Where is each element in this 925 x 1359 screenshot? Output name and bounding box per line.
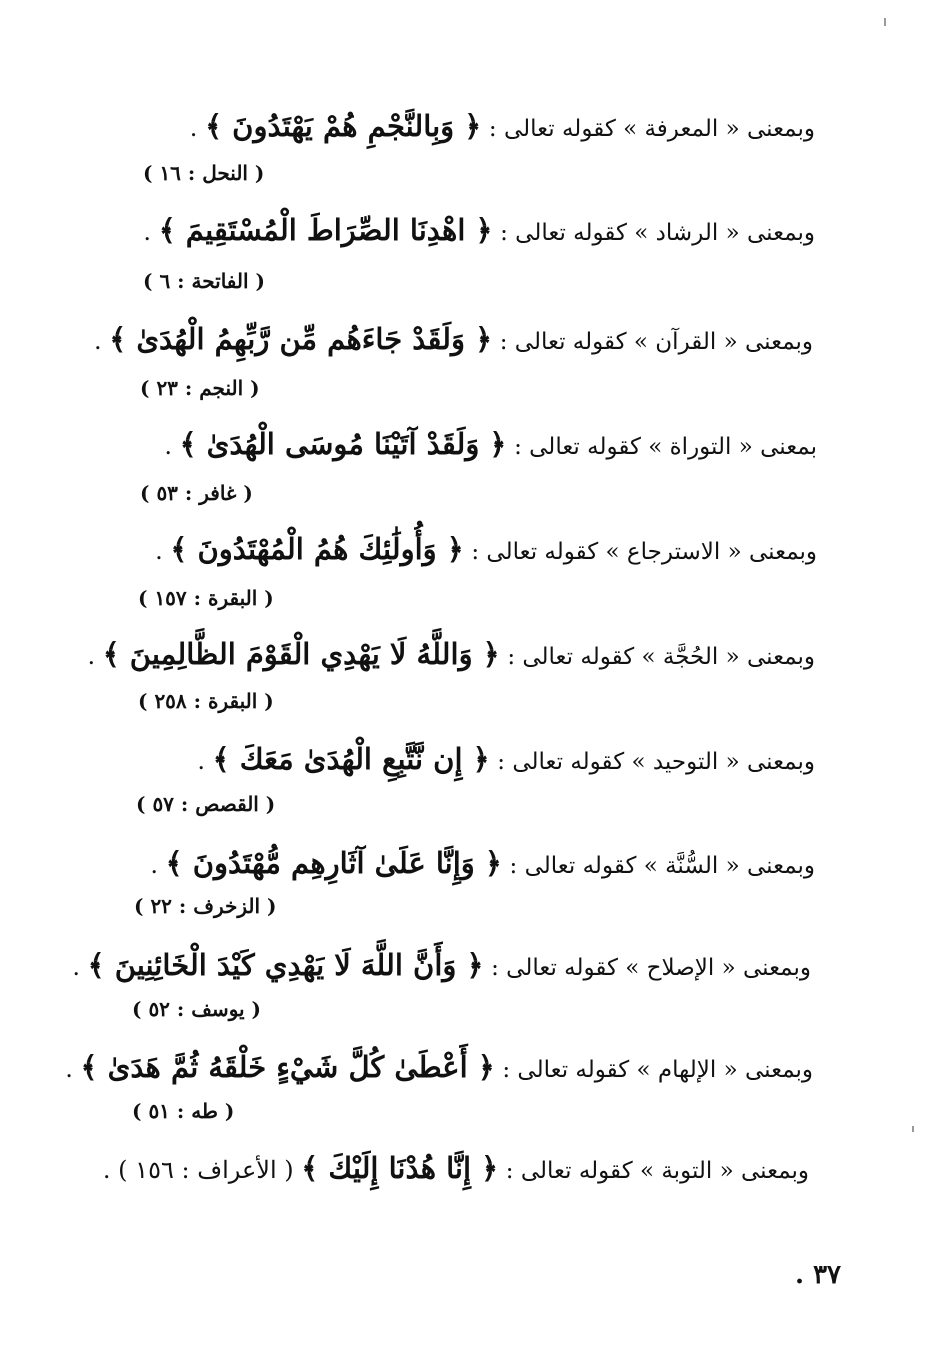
entry-end: . [150,851,159,879]
entry-lead: وبمعنى « الرشاد » كقوله تعالى : [500,220,815,246]
entry-lead: وبمعنى « المعرفة » كقوله تعالى : [488,116,815,142]
quran-verse: ﴿ وَإِنَّا عَلَىٰ آثَارِهِم مُّهْتَدُونَ ﴾ [165,846,502,880]
entry-end: . [93,327,102,355]
entry-end: . [87,642,96,670]
entry-line [103,1148,809,1191]
verse-reference: ( البقرة : ١٥٧ ) [138,586,274,610]
entry-line [94,319,813,362]
quran-verse: ﴿ وَأُولَٰئِكَ هُمُ الْمُهْتَدُونَ ﴾ [170,532,464,566]
entry-line [155,529,817,572]
verse-reference: ( النحل : ١٦ ) [143,161,265,185]
entry-line [150,843,815,886]
entry-lead: وبمعنى « التوحيد » كقوله تعالى : [497,749,815,775]
entry-line [164,424,817,467]
entry-end: ( الأعراف : ١٥٦ ) . [102,1156,294,1184]
scan-speck [884,18,886,26]
entry-lead: وبمعنى « التوبة » كقوله تعالى : [505,1158,809,1184]
quran-verse: ﴿ اهْدِنَا الصِّرَاطَ الْمُسْتَقِيمَ ﴾ [158,213,493,247]
entry-end: . [143,218,152,246]
verse-reference: ( غافر : ٥٣ ) [140,481,253,505]
quran-verse: ﴿ وَلَقَدْ جَاءَهُم مِّن رَّبِّهِمُ الْهُدَىٰ ﴾ [109,322,493,356]
scan-speck [912,1126,914,1132]
entry-end: . [72,953,80,981]
entry-lead: بمعنى « التوراة » كقوله تعالى : [514,434,817,460]
entry-lead: وبمعنى « الإصلاح » كقوله تعالى : [491,955,811,981]
quran-verse: ﴿ إِنَّا هُدْنَا إِلَيْكَ ﴾ [301,1151,499,1185]
entry-end: . [164,432,172,460]
verse-reference: ( الفاتحة : ٦ ) [143,269,265,293]
entry-end: . [189,114,198,142]
quran-verse: ﴿ وَبِالنَّجْمِ هُمْ يَهْتَدُونَ ﴾ [205,109,482,143]
entry-line [65,1047,813,1090]
entry-lead: وبمعنى « الاسترجاع » كقوله تعالى : [471,539,817,565]
entry-lead: وبمعنى « الحُجَّة » كقوله تعالى : [507,644,815,670]
entry-lead: وبمعنى « السُّنَّة » كقوله تعالى : [509,853,815,879]
verse-reference: ( النجم : ٢٣ ) [140,376,260,400]
verse-reference: ( الزخرف : ٢٢ ) [134,894,277,918]
verse-reference: ( طه : ٥١ ) [132,1099,235,1123]
entry-line [190,106,815,149]
quran-verse: ﴿ وَأَنَّ اللَّهَ لَا يَهْدِي كَيْدَ الْخَائِنِينَ ﴾ [87,948,484,982]
quran-verse: ﴿ وَلَقَدْ آتَيْنَا مُوسَى الْهُدَىٰ ﴾ [179,427,507,461]
entry-line [197,739,815,782]
entry-line [72,945,811,988]
quran-verse: ﴿ أَعْطَىٰ كُلَّ شَيْءٍ خَلْقَهُ ثُمَّ هَدَىٰ ﴾ [80,1050,495,1084]
entry-end: . [197,747,206,775]
quran-verse: ﴿ إِن نَّتَّبِعِ الْهُدَىٰ مَعَكَ ﴾ [212,742,490,776]
entry-line [143,210,815,253]
entry-lead: وبمعنى « الإلهام » كقوله تعالى : [502,1057,813,1083]
verse-reference: ( القصص : ٥٧ ) [136,792,276,816]
page-number: ٣٧ . [794,1260,841,1290]
entry-end: . [65,1055,73,1083]
quran-verse: ﴿ وَاللَّهُ لَا يَهْدِي الْقَوْمَ الظَّالِمِينَ ﴾ [102,637,500,671]
entry-line [87,634,815,677]
entry-end: . [155,537,163,565]
verse-reference: ( يوسف : ٥٢ ) [132,997,262,1021]
verse-reference: ( البقرة : ٢٥٨ ) [138,689,274,713]
entry-lead: وبمعنى « القرآن » كقوله تعالى : [499,329,813,355]
